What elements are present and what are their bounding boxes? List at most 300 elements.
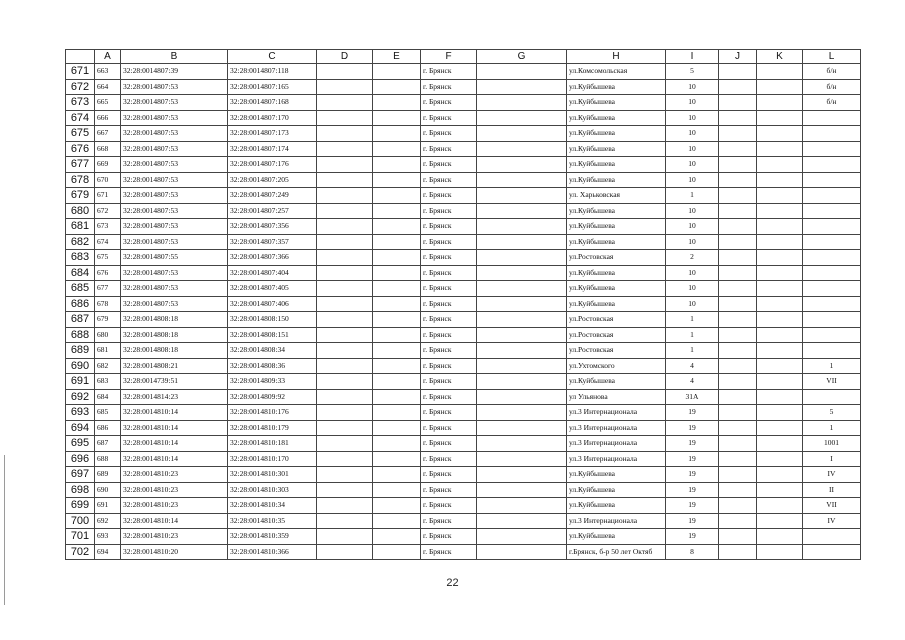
cell-e[interactable] [373, 95, 421, 111]
cell-e[interactable] [373, 312, 421, 328]
cell-b[interactable]: 32:28:0014807:53 [121, 110, 228, 126]
column-header-k[interactable]: K [757, 50, 803, 64]
cell-k[interactable] [757, 126, 803, 142]
cell-l[interactable]: VII [803, 498, 861, 514]
cell-l[interactable] [803, 529, 861, 545]
cell-a[interactable]: 684 [95, 389, 121, 405]
cell-e[interactable] [373, 203, 421, 219]
cell-d[interactable] [317, 529, 373, 545]
cell-a[interactable]: 686 [95, 420, 121, 436]
cell-l[interactable] [803, 203, 861, 219]
cell-k[interactable] [757, 110, 803, 126]
cell-j[interactable] [719, 281, 757, 297]
cell-g[interactable] [477, 141, 567, 157]
cell-a[interactable]: 670 [95, 172, 121, 188]
row-number[interactable]: 690 [66, 358, 95, 374]
cell-k[interactable] [757, 141, 803, 157]
cell-a[interactable]: 690 [95, 482, 121, 498]
cell-l[interactable]: б/н [803, 95, 861, 111]
cell-g[interactable] [477, 219, 567, 235]
cell-c[interactable]: 32:28:0014810:303 [228, 482, 317, 498]
cell-a[interactable]: 671 [95, 188, 121, 204]
cell-h[interactable]: ул.Ростовская [567, 343, 666, 359]
cell-d[interactable] [317, 64, 373, 80]
cell-i[interactable]: 10 [666, 265, 719, 281]
cell-d[interactable] [317, 188, 373, 204]
column-header-h[interactable]: H [567, 50, 666, 64]
cell-f[interactable]: г. Брянск [421, 529, 477, 545]
cell-c[interactable]: 32:28:0014807:174 [228, 141, 317, 157]
cell-j[interactable] [719, 327, 757, 343]
cell-l[interactable]: II [803, 482, 861, 498]
cell-l[interactable] [803, 250, 861, 266]
cell-d[interactable] [317, 358, 373, 374]
cell-i[interactable]: 19 [666, 451, 719, 467]
cell-h[interactable]: ул.Куйбышева [567, 219, 666, 235]
cell-j[interactable] [719, 250, 757, 266]
cell-f[interactable]: г. Брянск [421, 420, 477, 436]
cell-e[interactable] [373, 451, 421, 467]
cell-h[interactable]: ул.Куйбышева [567, 529, 666, 545]
cell-h[interactable]: ул.3 Интернационала [567, 513, 666, 529]
cell-c[interactable]: 32:28:0014807:205 [228, 172, 317, 188]
cell-c[interactable]: 32:28:0014807:404 [228, 265, 317, 281]
cell-b[interactable]: 32:28:0014739:51 [121, 374, 228, 390]
column-header-f[interactable]: F [421, 50, 477, 64]
cell-i[interactable]: 19 [666, 529, 719, 545]
cell-h[interactable]: ул.Ростовская [567, 312, 666, 328]
cell-g[interactable] [477, 312, 567, 328]
cell-j[interactable] [719, 451, 757, 467]
cell-a[interactable]: 675 [95, 250, 121, 266]
cell-k[interactable] [757, 95, 803, 111]
cell-c[interactable]: 32:28:0014807:405 [228, 281, 317, 297]
cell-b[interactable]: 32:28:0014808:18 [121, 343, 228, 359]
cell-b[interactable]: 32:28:0014807:53 [121, 141, 228, 157]
cell-j[interactable] [719, 312, 757, 328]
cell-f[interactable]: г. Брянск [421, 482, 477, 498]
cell-c[interactable]: 32:28:0014810:35 [228, 513, 317, 529]
cell-f[interactable]: г. Брянск [421, 405, 477, 421]
cell-d[interactable] [317, 498, 373, 514]
cell-b[interactable]: 32:28:0014807:53 [121, 281, 228, 297]
cell-c[interactable]: 32:28:0014807:170 [228, 110, 317, 126]
cell-h[interactable]: ул.Куйбышева [567, 281, 666, 297]
column-header-i[interactable]: I [666, 50, 719, 64]
cell-i[interactable]: 19 [666, 420, 719, 436]
cell-i[interactable]: 1 [666, 327, 719, 343]
row-number[interactable]: 673 [66, 95, 95, 111]
cell-i[interactable]: 1 [666, 312, 719, 328]
cell-l[interactable] [803, 141, 861, 157]
cell-f[interactable]: г. Брянск [421, 389, 477, 405]
row-number[interactable]: 671 [66, 64, 95, 80]
cell-j[interactable] [719, 436, 757, 452]
cell-e[interactable] [373, 498, 421, 514]
cell-h[interactable]: ул.Куйбышева [567, 141, 666, 157]
row-number[interactable]: 693 [66, 405, 95, 421]
cell-d[interactable] [317, 250, 373, 266]
cell-c[interactable]: 32:28:0014807:165 [228, 79, 317, 95]
cell-b[interactable]: 32:28:0014807:53 [121, 172, 228, 188]
cell-k[interactable] [757, 482, 803, 498]
cell-d[interactable] [317, 296, 373, 312]
row-number[interactable]: 697 [66, 467, 95, 483]
cell-f[interactable]: г. Брянск [421, 436, 477, 452]
cell-k[interactable] [757, 420, 803, 436]
cell-f[interactable]: г. Брянск [421, 281, 477, 297]
column-header-e[interactable]: E [373, 50, 421, 64]
cell-b[interactable]: 32:28:0014810:23 [121, 529, 228, 545]
cell-e[interactable] [373, 436, 421, 452]
cell-a[interactable]: 694 [95, 544, 121, 560]
cell-b[interactable]: 32:28:0014807:53 [121, 296, 228, 312]
cell-c[interactable]: 32:28:0014810:359 [228, 529, 317, 545]
cell-l[interactable]: б/н [803, 64, 861, 80]
cell-h[interactable]: ул.Куйбышева [567, 498, 666, 514]
row-number[interactable]: 701 [66, 529, 95, 545]
cell-b[interactable]: 32:28:0014810:23 [121, 482, 228, 498]
cell-l[interactable]: IV [803, 467, 861, 483]
cell-a[interactable]: 665 [95, 95, 121, 111]
row-number[interactable]: 684 [66, 265, 95, 281]
cell-d[interactable] [317, 141, 373, 157]
cell-j[interactable] [719, 95, 757, 111]
cell-e[interactable] [373, 296, 421, 312]
cell-a[interactable]: 667 [95, 126, 121, 142]
cell-k[interactable] [757, 467, 803, 483]
cell-a[interactable]: 682 [95, 358, 121, 374]
cell-e[interactable] [373, 79, 421, 95]
cell-e[interactable] [373, 482, 421, 498]
cell-j[interactable] [719, 64, 757, 80]
row-number[interactable]: 694 [66, 420, 95, 436]
cell-i[interactable]: 10 [666, 234, 719, 250]
cell-l[interactable] [803, 157, 861, 173]
cell-g[interactable] [477, 451, 567, 467]
cell-d[interactable] [317, 110, 373, 126]
cell-d[interactable] [317, 95, 373, 111]
cell-g[interactable] [477, 358, 567, 374]
cell-h[interactable]: ул.Куйбышева [567, 110, 666, 126]
cell-e[interactable] [373, 374, 421, 390]
cell-j[interactable] [719, 172, 757, 188]
cell-f[interactable]: г. Брянск [421, 296, 477, 312]
cell-a[interactable]: 666 [95, 110, 121, 126]
cell-j[interactable] [719, 219, 757, 235]
column-header-b[interactable]: B [121, 50, 228, 64]
cell-c[interactable]: 32:28:0014810:301 [228, 467, 317, 483]
cell-e[interactable] [373, 544, 421, 560]
cell-k[interactable] [757, 64, 803, 80]
row-number[interactable]: 687 [66, 312, 95, 328]
cell-f[interactable]: г. Брянск [421, 327, 477, 343]
cell-l[interactable] [803, 265, 861, 281]
cell-e[interactable] [373, 219, 421, 235]
cell-c[interactable]: 32:28:0014807:176 [228, 157, 317, 173]
row-number[interactable]: 688 [66, 327, 95, 343]
row-number[interactable]: 677 [66, 157, 95, 173]
cell-g[interactable] [477, 482, 567, 498]
cell-i[interactable]: 4 [666, 358, 719, 374]
cell-b[interactable]: 32:28:0014810:23 [121, 498, 228, 514]
cell-g[interactable] [477, 172, 567, 188]
cell-c[interactable]: 32:28:0014807:406 [228, 296, 317, 312]
cell-i[interactable]: 19 [666, 467, 719, 483]
row-number[interactable]: 685 [66, 281, 95, 297]
cell-l[interactable] [803, 389, 861, 405]
cell-h[interactable]: ул.3 Интернационала [567, 420, 666, 436]
cell-a[interactable]: 669 [95, 157, 121, 173]
cell-b[interactable]: 32:28:0014810:23 [121, 467, 228, 483]
cell-j[interactable] [719, 544, 757, 560]
cell-d[interactable] [317, 281, 373, 297]
cell-d[interactable] [317, 327, 373, 343]
cell-h[interactable]: ул.Ухтомского [567, 358, 666, 374]
cell-j[interactable] [719, 265, 757, 281]
cell-f[interactable]: г. Брянск [421, 141, 477, 157]
row-number[interactable]: 678 [66, 172, 95, 188]
cell-j[interactable] [719, 110, 757, 126]
cell-k[interactable] [757, 188, 803, 204]
cell-k[interactable] [757, 234, 803, 250]
cell-e[interactable] [373, 529, 421, 545]
cell-e[interactable] [373, 188, 421, 204]
cell-f[interactable]: г. Брянск [421, 157, 477, 173]
row-number[interactable]: 692 [66, 389, 95, 405]
cell-e[interactable] [373, 513, 421, 529]
cell-h[interactable]: ул.Куйбышева [567, 157, 666, 173]
cell-g[interactable] [477, 234, 567, 250]
cell-j[interactable] [719, 234, 757, 250]
cell-j[interactable] [719, 482, 757, 498]
row-number[interactable]: 675 [66, 126, 95, 142]
cell-g[interactable] [477, 513, 567, 529]
cell-h[interactable]: ул.3 Интернационала [567, 436, 666, 452]
cell-e[interactable] [373, 420, 421, 436]
cell-h[interactable]: ул.Куйбышева [567, 265, 666, 281]
cell-b[interactable]: 32:28:0014808:18 [121, 312, 228, 328]
row-number[interactable]: 680 [66, 203, 95, 219]
cell-e[interactable] [373, 141, 421, 157]
cell-b[interactable]: 32:28:0014810:14 [121, 405, 228, 421]
cell-l[interactable] [803, 343, 861, 359]
row-number[interactable]: 676 [66, 141, 95, 157]
cell-a[interactable]: 676 [95, 265, 121, 281]
row-number[interactable]: 699 [66, 498, 95, 514]
cell-f[interactable]: г. Брянск [421, 312, 477, 328]
cell-b[interactable]: 32:28:0014807:53 [121, 203, 228, 219]
cell-g[interactable] [477, 250, 567, 266]
cell-g[interactable] [477, 343, 567, 359]
cell-f[interactable]: г. Брянск [421, 498, 477, 514]
cell-l[interactable] [803, 126, 861, 142]
cell-e[interactable] [373, 281, 421, 297]
cell-k[interactable] [757, 513, 803, 529]
cell-d[interactable] [317, 374, 373, 390]
cell-h[interactable]: ул.Куйбышева [567, 296, 666, 312]
cell-b[interactable]: 32:28:0014807:53 [121, 265, 228, 281]
cell-a[interactable]: 664 [95, 79, 121, 95]
cell-i[interactable]: 19 [666, 513, 719, 529]
cell-g[interactable] [477, 110, 567, 126]
cell-e[interactable] [373, 126, 421, 142]
cell-k[interactable] [757, 544, 803, 560]
cell-i[interactable]: 4 [666, 374, 719, 390]
cell-a[interactable]: 687 [95, 436, 121, 452]
cell-a[interactable]: 674 [95, 234, 121, 250]
row-number[interactable]: 695 [66, 436, 95, 452]
column-header-c[interactable]: C [228, 50, 317, 64]
cell-b[interactable]: 32:28:0014810:14 [121, 436, 228, 452]
cell-g[interactable] [477, 203, 567, 219]
cell-g[interactable] [477, 374, 567, 390]
cell-e[interactable] [373, 265, 421, 281]
cell-a[interactable]: 689 [95, 467, 121, 483]
cell-d[interactable] [317, 451, 373, 467]
cell-b[interactable]: 32:28:0014807:53 [121, 95, 228, 111]
cell-e[interactable] [373, 405, 421, 421]
row-number[interactable]: 689 [66, 343, 95, 359]
row-number[interactable]: 683 [66, 250, 95, 266]
cell-j[interactable] [719, 513, 757, 529]
cell-g[interactable] [477, 95, 567, 111]
cell-a[interactable]: 691 [95, 498, 121, 514]
cell-h[interactable]: ул.Куйбышева [567, 126, 666, 142]
row-number[interactable]: 679 [66, 188, 95, 204]
cell-f[interactable]: г. Брянск [421, 451, 477, 467]
cell-d[interactable] [317, 234, 373, 250]
cell-h[interactable]: ул. Харьковская [567, 188, 666, 204]
cell-i[interactable]: 1 [666, 188, 719, 204]
cell-k[interactable] [757, 498, 803, 514]
cell-i[interactable]: 19 [666, 482, 719, 498]
cell-j[interactable] [719, 405, 757, 421]
cell-k[interactable] [757, 374, 803, 390]
cell-d[interactable] [317, 126, 373, 142]
cell-h[interactable]: ул.Куйбышева [567, 172, 666, 188]
cell-h[interactable]: ул.3 Интернационала [567, 451, 666, 467]
cell-i[interactable]: 10 [666, 281, 719, 297]
row-number[interactable]: 702 [66, 544, 95, 560]
cell-k[interactable] [757, 157, 803, 173]
cell-i[interactable]: 10 [666, 95, 719, 111]
cell-a[interactable]: 680 [95, 327, 121, 343]
cell-f[interactable]: г. Брянск [421, 79, 477, 95]
cell-b[interactable]: 32:28:0014808:18 [121, 327, 228, 343]
row-number[interactable]: 681 [66, 219, 95, 235]
cell-c[interactable]: 32:28:0014810:170 [228, 451, 317, 467]
cell-a[interactable]: 681 [95, 343, 121, 359]
column-header-g[interactable]: G [477, 50, 567, 64]
cell-l[interactable] [803, 312, 861, 328]
cell-d[interactable] [317, 203, 373, 219]
cell-b[interactable]: 32:28:0014810:14 [121, 420, 228, 436]
cell-b[interactable]: 32:28:0014807:39 [121, 64, 228, 80]
cell-i[interactable]: 10 [666, 203, 719, 219]
cell-k[interactable] [757, 405, 803, 421]
cell-j[interactable] [719, 79, 757, 95]
cell-g[interactable] [477, 296, 567, 312]
cell-l[interactable]: 5 [803, 405, 861, 421]
cell-l[interactable]: I [803, 451, 861, 467]
cell-b[interactable]: 32:28:0014807:53 [121, 188, 228, 204]
cell-f[interactable]: г. Брянск [421, 219, 477, 235]
cell-a[interactable]: 673 [95, 219, 121, 235]
cell-j[interactable] [719, 188, 757, 204]
cell-a[interactable]: 688 [95, 451, 121, 467]
cell-g[interactable] [477, 467, 567, 483]
cell-h[interactable]: г.Брянск, б-р 50 лет Октяб [567, 544, 666, 560]
cell-j[interactable] [719, 389, 757, 405]
cell-b[interactable]: 32:28:0014810:14 [121, 451, 228, 467]
cell-b[interactable]: 32:28:0014807:53 [121, 79, 228, 95]
cell-k[interactable] [757, 79, 803, 95]
cell-h[interactable]: ул.Ростовская [567, 327, 666, 343]
cell-k[interactable] [757, 436, 803, 452]
cell-g[interactable] [477, 405, 567, 421]
cell-c[interactable]: 32:28:0014807:173 [228, 126, 317, 142]
cell-g[interactable] [477, 64, 567, 80]
cell-d[interactable] [317, 389, 373, 405]
cell-h[interactable]: ул.Куйбышева [567, 79, 666, 95]
column-header-d[interactable]: D [317, 50, 373, 64]
cell-j[interactable] [719, 141, 757, 157]
cell-b[interactable]: 32:28:0014807:53 [121, 234, 228, 250]
cell-b[interactable]: 32:28:0014810:20 [121, 544, 228, 560]
cell-b[interactable]: 32:28:0014807:53 [121, 219, 228, 235]
cell-e[interactable] [373, 64, 421, 80]
cell-d[interactable] [317, 265, 373, 281]
cell-l[interactable] [803, 188, 861, 204]
cell-e[interactable] [373, 157, 421, 173]
cell-f[interactable]: г. Брянск [421, 188, 477, 204]
cell-g[interactable] [477, 188, 567, 204]
cell-k[interactable] [757, 451, 803, 467]
cell-i[interactable]: 31А [666, 389, 719, 405]
cell-c[interactable]: 32:28:0014808:34 [228, 343, 317, 359]
cell-b[interactable]: 32:28:0014814:23 [121, 389, 228, 405]
cell-i[interactable]: 8 [666, 544, 719, 560]
cell-h[interactable]: ул.Куйбышева [567, 95, 666, 111]
cell-l[interactable] [803, 110, 861, 126]
cell-g[interactable] [477, 544, 567, 560]
cell-a[interactable]: 668 [95, 141, 121, 157]
cell-l[interactable] [803, 296, 861, 312]
cell-d[interactable] [317, 157, 373, 173]
cell-b[interactable]: 32:28:0014807:53 [121, 126, 228, 142]
cell-c[interactable]: 32:28:0014810:176 [228, 405, 317, 421]
cell-h[interactable]: ул.Куйбышева [567, 234, 666, 250]
cell-i[interactable]: 19 [666, 436, 719, 452]
cell-d[interactable] [317, 436, 373, 452]
cell-g[interactable] [477, 389, 567, 405]
cell-a[interactable]: 692 [95, 513, 121, 529]
cell-f[interactable]: г. Брянск [421, 172, 477, 188]
cell-l[interactable]: VII [803, 374, 861, 390]
cell-c[interactable]: 32:28:0014807:357 [228, 234, 317, 250]
cell-a[interactable]: 693 [95, 529, 121, 545]
cell-j[interactable] [719, 157, 757, 173]
cell-g[interactable] [477, 265, 567, 281]
cell-d[interactable] [317, 420, 373, 436]
column-header-j[interactable]: J [719, 50, 757, 64]
cell-g[interactable] [477, 529, 567, 545]
cell-l[interactable] [803, 219, 861, 235]
cell-k[interactable] [757, 250, 803, 266]
row-number[interactable]: 672 [66, 79, 95, 95]
cell-d[interactable] [317, 513, 373, 529]
